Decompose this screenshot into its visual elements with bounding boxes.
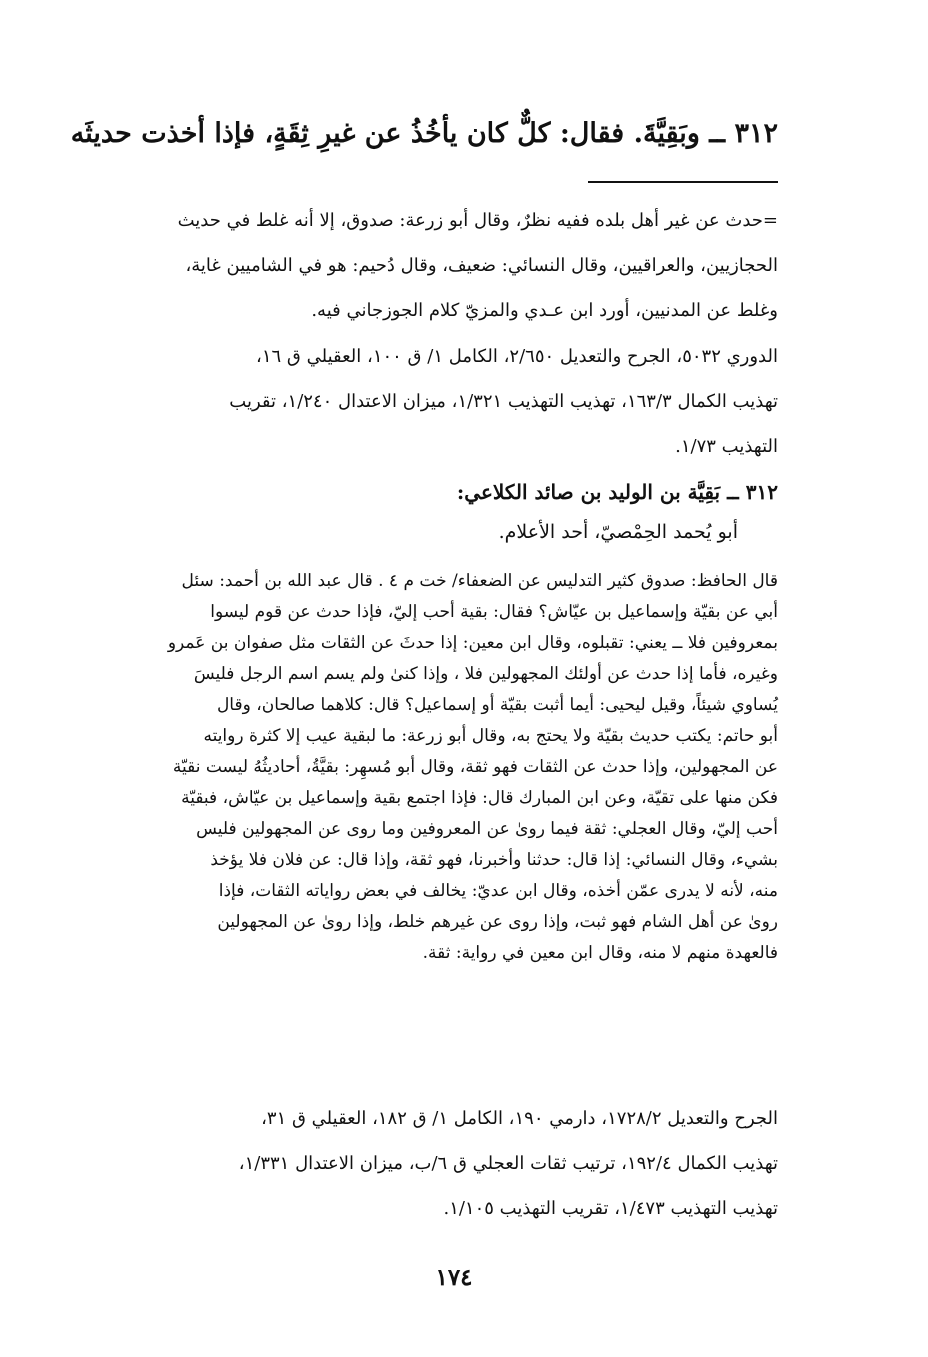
biography-line: يُساوي شيئاً، وقيل ليحيى: أيما أثبت بقيّة أو إسماعيل؟ قال: كلاهما صالحان، وقال bbox=[216, 695, 778, 715]
biography-line: أبو حاتم: يكتب حديث بقيّة ولا يحتج به، وقال أبو زرعة: ما لبقية عيب إلا كثرة روايته bbox=[203, 726, 778, 746]
references-paragraph-2 bbox=[148, 1096, 778, 1231]
footnote-separator bbox=[588, 181, 778, 183]
biography-paragraph bbox=[148, 566, 778, 969]
references-paragraph-1 bbox=[148, 334, 778, 469]
page-number: ١٧٤ bbox=[435, 1264, 473, 1291]
biography-line: بمعروفين فلا ــ يعني: تقبلوه، وقال ابن معين: إذا حدثَ عن الثقات مثل صفوان بن عَمرو bbox=[167, 633, 778, 653]
reference-line: تهذيب التهذيب ١/٤٧٣، تقريب التهذيب ١/١٠٥. bbox=[443, 1198, 778, 1219]
reference-line: تهذيب الكمال ١٩٢/٤، ترتيب ثقات العجلي ق ٦/ب، ميزان الاعتدال ١/٣٣١، bbox=[238, 1153, 778, 1174]
footnote-line: الحجازيين، والعراقيين، وقال النسائي: ضعيف، وقال دُحيم: هو في الشاميين غاية، bbox=[185, 255, 778, 276]
biography-line: بشيء، وقال النسائي: إذا قال: حدثنا وأخبرنا، فهو ثقة، وإذا قال: عن فلان فلا يؤخذ bbox=[210, 850, 778, 870]
biography-line: وغيره، فأما إذا حدث عن أولئك المجهولين فلا ، وإذا كنىٰ ولم يسم اسم الرجل فليسَ bbox=[193, 664, 778, 684]
reference-line: الدوري ٥٠٣٢، الجرح والتعديل ٢/٦٥٠، الكامل ١/ ق ١٠٠، العقيلي ق ١٦، bbox=[256, 346, 778, 367]
continued-entry-header: ٣١٢ ــ وبَقِيَّةَ. فقال: كلٌّ كان يأخُذُ عن غيرِ ثِقَةٍ، فإذا أخذت حديثَه bbox=[70, 118, 778, 149]
biography-line: فكن منها على تقيّة، وعن ابن المبارك قال: فإذا اجتمع بقية وإسماعيل بن عيّاش، فبقيّة bbox=[181, 788, 778, 808]
reference-line: الجرح والتعديل ١٧٢٨/٢، دارمي ١٩٠، الكامل ١/ ق ١٨٢، العقيلي ق ٣١، bbox=[261, 1108, 778, 1129]
biography-line: منه، لأنه لا يدرى عمّن أخذه، وقال ابن عديّ: يخالف في بعض رواياته الثقات، فإذا bbox=[218, 881, 778, 901]
reference-line: تهذيب الكمال ١٦٣/٣، تهذيب التهذيب ١/٣٢١، ميزان الاعتدال ١/٢٤٠، تقريب bbox=[229, 391, 778, 412]
biography-line: قال الحافظ: صدوق كثير التدليس عن الضعفاء/ خت م ٤ . قال عبد الله بن أحمد: سئل bbox=[181, 571, 778, 591]
footnote-line: وغلط عن المدنيين، أورد ابن عـدي والمزيّ كلام الجوزجاني فيه. bbox=[311, 300, 778, 321]
entry-heading: ٣١٢ ــ بَقِيَّة بن الوليد بن صائد الكلاعي: bbox=[456, 480, 778, 504]
reference-line: التهذيب ١/٧٣. bbox=[675, 436, 778, 457]
biography-line: أحب إليّ، وقال العجلي: ثقة فيما روىٰ عن المعروفين وما روى عن المجهولين فليس bbox=[196, 819, 778, 839]
entry-subheading: أبو يُحمد الحِمْصيّ، أحد الأعلام. bbox=[498, 521, 738, 543]
biography-line: فالعهدة منهم لا منه، وقال ابن معين في رواية: ثقة. bbox=[422, 943, 778, 963]
biography-line: عن المجهولين، وإذا حدث عن الثقات فهو ثقة، وقال أبو مُسهِر: بقيَّةُ، أحاديثُهُ ليست نقيّة bbox=[172, 757, 778, 777]
footnote-paragraph bbox=[148, 198, 778, 333]
footnote-line: =حدث عن غير أهل بلده ففيه نظرٌ، وقال أبو زرعة: صدوق، إلا أنه غلط في حديث bbox=[177, 210, 778, 231]
biography-line: أبي عن بقيّة وإسماعيل بن عيّاش؟ فقال: بقية أحب إليّ، فإذا حدث عن قوم ليسوا bbox=[210, 602, 778, 622]
biography-line: روىٰ عن أهل الشام فهو ثبت، وإذا روى عن غيرهم خلط، وإذا روىٰ عن المجهولين bbox=[217, 912, 778, 932]
